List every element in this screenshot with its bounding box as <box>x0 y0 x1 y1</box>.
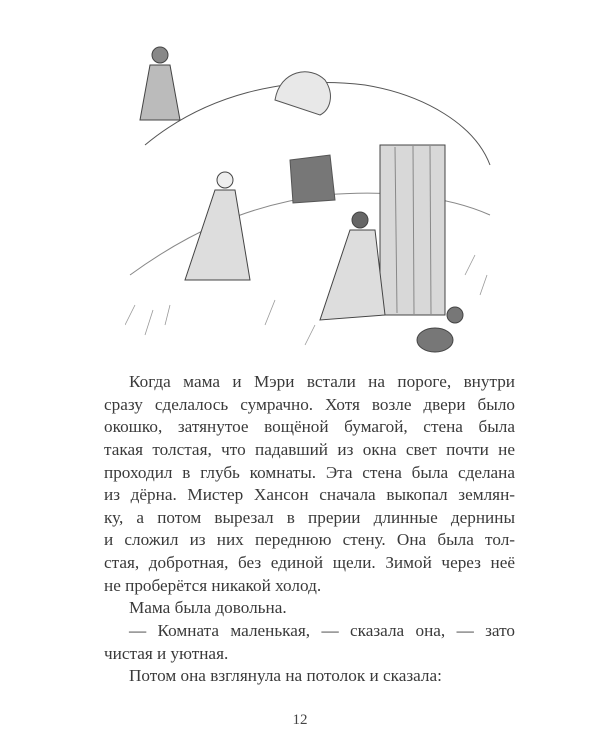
text-line: — Комната маленькая, — сказала она, — зато <box>129 621 515 641</box>
window-opening <box>290 155 335 203</box>
figure-girl-far <box>140 47 180 120</box>
text-line: из дёрна. Мистер Хансон сначала выкопал землян- <box>104 485 515 505</box>
body-text <box>104 371 515 688</box>
text-line: не проберётся никакой холод. <box>104 575 322 595</box>
haystack <box>275 72 330 115</box>
text-line: Потом она взглянула на потолок и сказала: <box>129 666 442 686</box>
text-line: стая, добротная, без единой щели. Зимой через неё <box>104 553 515 573</box>
text-line: окошко, затянутое вощёной бумагой, стена была <box>104 417 515 437</box>
text-line: Мама была довольна. <box>129 598 287 618</box>
text-line: ку, а потом вырезал в прерии длинные дернины <box>104 507 515 527</box>
text-line: такая толстая, что падавший из окна свет почти не <box>104 439 515 459</box>
text-line: Когда мама и Мэри встали на пороге, внутри <box>129 372 515 391</box>
text-line: и сложил из них переднюю стену. Она была тол- <box>104 530 515 550</box>
text-line: сразу сделалось сумрачно. Хотя возле двери было <box>104 394 515 414</box>
figure-girl-door <box>320 212 385 320</box>
figure-girl-middle <box>185 172 250 280</box>
door <box>380 145 445 315</box>
page-number: 12 <box>292 712 308 728</box>
text-line: чистая и уютная. <box>104 643 229 663</box>
text-line: проходил в глубь комнаты. Эта стена была сделана <box>104 462 515 482</box>
illustration-sod-house <box>125 25 495 365</box>
